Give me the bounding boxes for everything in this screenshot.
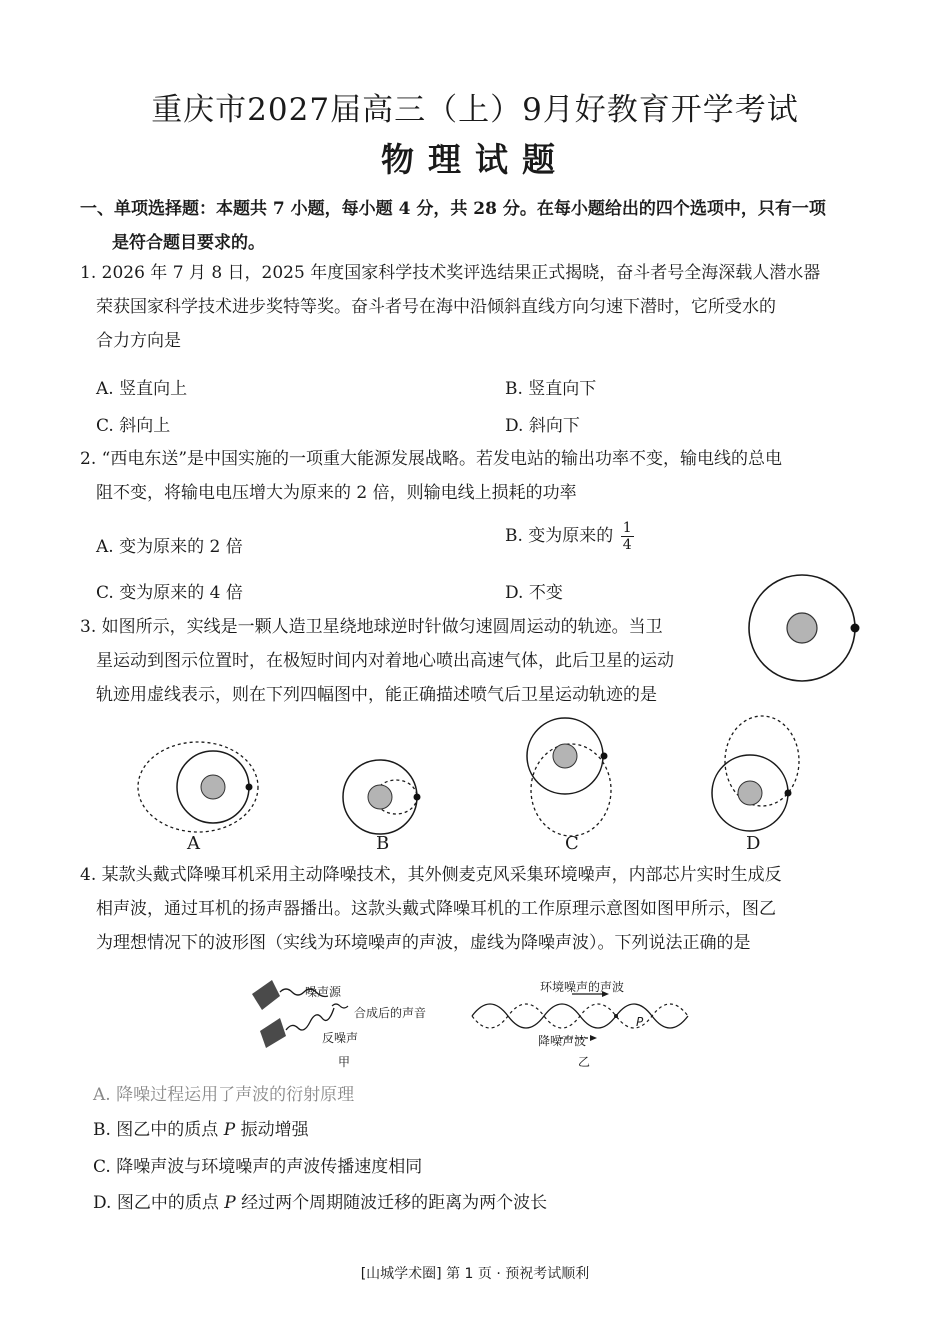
q4-line-1: 4. 某款头戴式降噪耳机采用主动降噪技术，其外侧麦克风采集环境噪声，内部芯片实时生成反 xyxy=(80,865,782,885)
fraction-one-quarter xyxy=(621,520,634,553)
question-1 xyxy=(80,256,870,358)
q3-line-2: 星运动到图示位置时，在极短时间内对着地心喷出高速气体，此后卫星的运动 xyxy=(96,651,674,671)
q2-option-b[interactable] xyxy=(505,520,634,553)
q3-figure-a[interactable] xyxy=(138,733,268,843)
q3-label-c: C xyxy=(565,833,579,854)
combined-wave-line xyxy=(332,1004,348,1008)
anti-noise-wave xyxy=(472,1004,688,1028)
q4-option-d[interactable] xyxy=(93,1188,547,1213)
q4-option-d-point: P xyxy=(224,1193,236,1213)
q4-option-d-pre: D. 图乙中的质点 xyxy=(93,1193,219,1213)
q3-label-a: A xyxy=(187,833,200,854)
fig-yi-caption: 乙 xyxy=(578,1055,591,1069)
earth-icon xyxy=(738,781,762,805)
exam-title: 重庆市2027届高三（上）9月好教育开学考试 xyxy=(151,92,799,128)
q2-option-a[interactable]: A. 变为原来的 2 倍 xyxy=(96,537,243,557)
q4-option-b-point: P xyxy=(223,1120,236,1140)
satellite-dot xyxy=(601,753,608,760)
fraction-denominator: 4 xyxy=(622,537,632,553)
q1-option-b[interactable]: B. 竖直向下 xyxy=(505,379,597,399)
fig-jia-combined: 合成后的声音 xyxy=(354,1006,427,1020)
q1-option-a[interactable]: A. 竖直向上 xyxy=(96,379,188,399)
page-footer: [山城学术圈] 第 1 页 · 预祝考试顺利 xyxy=(360,1266,590,1282)
earth-icon xyxy=(553,744,577,768)
q1-option-d[interactable]: D. 斜向下 xyxy=(505,416,580,436)
q3-label-b: B xyxy=(376,833,390,854)
q4-option-b[interactable] xyxy=(93,1115,309,1140)
q4-option-b-post: 振动增强 xyxy=(240,1120,309,1140)
q2-option-b-text: B. 变为原来的 xyxy=(505,526,614,546)
speaker-anti-icon xyxy=(260,1018,286,1048)
q3-figure-d[interactable] xyxy=(710,715,810,840)
earth-icon xyxy=(787,613,817,643)
q1-line-2: 荣获国家科学技术进步奖特等奖。奋斗者号在海中沿倾斜直线方向匀速下潜时，它所受水的 xyxy=(96,297,776,317)
anti-noise-wave-line xyxy=(286,1008,334,1030)
q4-option-b-pre: B. 图乙中的质点 xyxy=(93,1120,219,1140)
earth-icon xyxy=(368,785,392,809)
fig-jia-anti-noise: 反噪声 xyxy=(322,1031,359,1045)
q2-option-c[interactable]: C. 变为原来的 4 倍 xyxy=(96,583,243,603)
q4-option-c[interactable]: C. 降噪声波与环境噪声的声波传播速度相同 xyxy=(93,1157,423,1177)
exam-subtitle: 物理试题 xyxy=(381,140,569,179)
satellite-dot xyxy=(414,794,421,801)
question-4 xyxy=(80,858,870,960)
q3-line-1: 3. 如图所示，实线是一颗人造卫星绕地球逆时针做匀速圆周运动的轨迹。当卫 xyxy=(80,617,663,637)
fig-yi-point-label: P xyxy=(636,1015,644,1029)
section-line-2: 是符合题目要求的。 xyxy=(112,233,265,253)
q2-line-2: 阻不变，将输电电压增大为原来的 2 倍，则输电线上损耗的功率 xyxy=(96,483,577,503)
fraction-numerator: 1 xyxy=(622,520,632,536)
satellite-dot xyxy=(851,624,860,633)
dashed-orbit xyxy=(138,742,258,832)
q1-line-3: 合力方向是 xyxy=(96,331,181,351)
satellite-dot xyxy=(246,784,253,791)
satellite-dot xyxy=(785,790,792,797)
q4-line-2: 相声波，通过耳机的扬声器播出。这款头戴式降噪耳机的工作原理示意图如图甲所示，图乙 xyxy=(96,899,776,919)
q1-option-c[interactable]: C. 斜向上 xyxy=(96,416,171,436)
q3-line-3: 轨迹用虚线表示，则在下列四幅图中，能正确描述喷气后卫星运动轨迹的是 xyxy=(96,685,657,705)
q4-option-d-post: 经过两个周期随波迁移的距离为两个波长 xyxy=(241,1193,548,1213)
q3-label-d: D xyxy=(746,833,761,854)
q3-figure-b[interactable] xyxy=(338,752,428,842)
question-2 xyxy=(80,442,870,510)
question-3 xyxy=(80,610,750,712)
fig-jia-caption: 甲 xyxy=(338,1055,351,1069)
q4-line-3: 为理想情况下的波形图（实线为环境噪声的声波，虚线为降噪声波）。下列说法正确的是 xyxy=(96,933,751,953)
fig-yi-env-wave-label: 环境噪声的声波 xyxy=(540,980,625,994)
q3-figure-c[interactable] xyxy=(517,712,617,837)
fig-jia-noise-source: 噪声源 xyxy=(305,985,342,999)
q4-option-a[interactable]: A. 降噪过程运用了声波的衍射原理 xyxy=(93,1085,355,1105)
q1-line-1: 1. 2026 年 7 月 8 日，2025 年度国家科学技术奖评选结果正式揭晓，奋斗者号全海深载人潜水器 xyxy=(80,263,821,283)
q2-option-d[interactable]: D. 不变 xyxy=(505,583,563,603)
arrow-right-icon xyxy=(590,1035,597,1041)
point-p-dot xyxy=(614,1014,618,1018)
section-heading xyxy=(80,192,870,260)
speaker-source-icon xyxy=(252,980,280,1010)
earth-icon xyxy=(201,775,225,799)
q3-orbit-figure xyxy=(742,568,862,688)
fig-yi-anti-wave-label: 降噪声波 xyxy=(538,1034,587,1048)
q2-line-1: 2. “西电东送”是中国实施的一项重大能源发展战略。若发电站的输出功率不变，输电线的总电 xyxy=(80,449,783,469)
section-line-1: 一、单项选择题：本题共 7 小题，每小题 4 分，共 28 分。在每小题给出的四个选项中，只有一项 xyxy=(80,199,826,219)
